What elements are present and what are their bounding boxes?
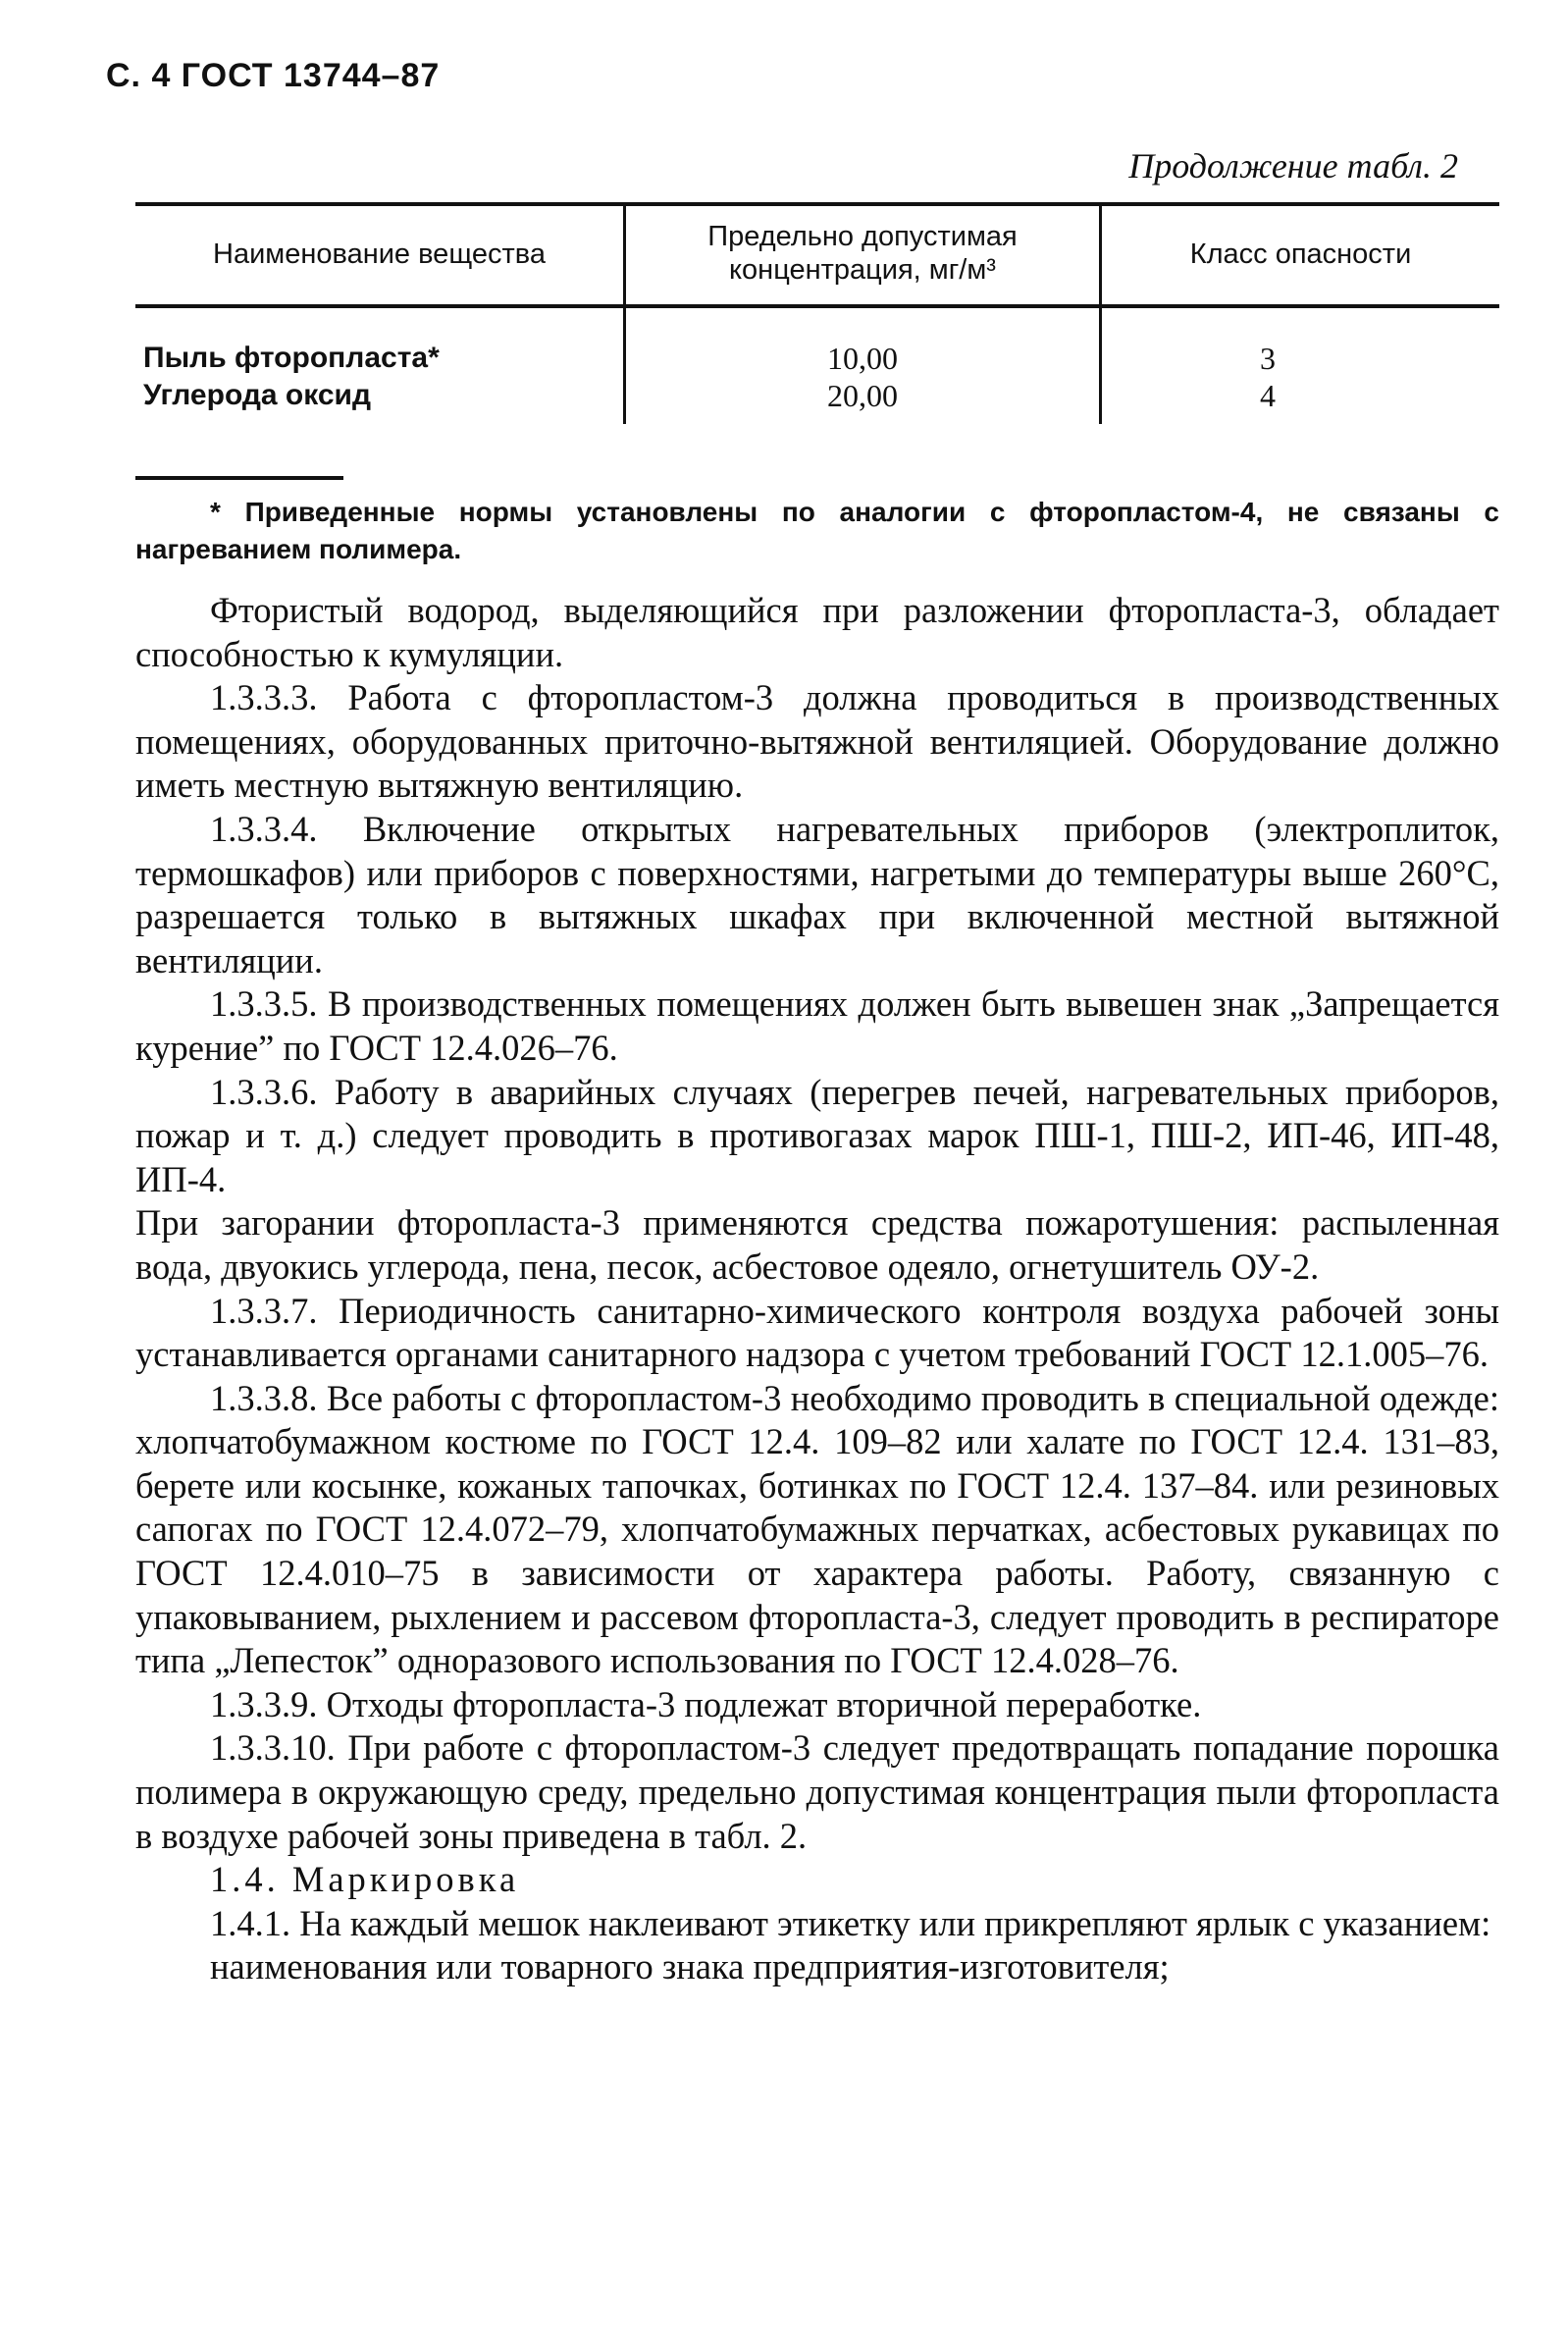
paragraph: 1.3.3.10. При работе с фторопластом-3 следует предотвращать попадание порошка полимера в окружающую среду, предельно допустимая концентрация пыли фторопласта в воздухе рабочей зоны приведена в табл. 2. — [135, 1727, 1499, 1856]
paragraph: 1.3.3.6. Работу в аварийных случаях (перегрев печей, нагревательных приборов, пожар и т. д.) следует проводить в противогазах марок ПШ-1, ПШ-2, ИП-46, ИП-48, ИП-4. — [135, 1071, 1499, 1199]
paragraph: 1.3.3.8. Все работы с фторопластом-3 необходимо проводить в специальной одежде: хлопчатобумажном костюме по ГОСТ 12.4. 109–82 или халате по ГОСТ 12.4. 131–83, берете или косынке, кожаных тапочках, ботинках по ГОСТ 12.4. 137–84. или резиновых сапогах по ГОСТ 12.4.072–79, хлопчатобумажных перчатках, асбестовых рукавицах по ГОСТ 12.4.010–75 в зависимости от характера работы. Работу, связанную с упаковыванием, рыхлением и рассевом фторопласта-3, следует проводить в респираторе типа „Лепесток” одноразового использования по ГОСТ 12.4.028–76. — [135, 1377, 1499, 1681]
page-header: С. 4 ГОСТ 13744–87 — [106, 57, 441, 94]
column-header-substance: Наименование вещества — [213, 238, 546, 270]
paragraph: Фтористый водород, выделяющийся при разложении фторопласта-3, обладает способностью к кумуляции. — [135, 590, 1499, 674]
paragraph: 1.3.3.9. Отходы фторопласта-3 подлежат вторичной переработке. — [210, 1683, 1202, 1724]
column-header-concentration — [626, 220, 1099, 287]
body-text — [135, 589, 1499, 1989]
paragraph: наименования или товарного знака предприятия-изготовителя; — [210, 1946, 1170, 1987]
footnote-rule — [135, 476, 343, 480]
table-cell-concentration: 20,00 — [827, 378, 898, 413]
paragraph: 1.3.3.4. Включение открытых нагревательных приборов (электроплиток, термошкафов) или приборов с поверхностями, нагретыми до температуры выше 260°С, разрешается только в вытяжных шкафах при включенной местной вытяжной вентиляции. — [135, 808, 1499, 980]
paragraph: 1.3.3.3. Работа с фторопластом-3 должна проводиться в производственных помещениях, оборудованных приточно-вытяжной вентиляцией. Оборудование должно иметь местную вытяжную вентиляцию. — [135, 677, 1499, 806]
table-cell-substance: Пыль фторопласта* — [143, 342, 440, 374]
paragraph: 1.4.1. На каждый мешок наклеивают этикетку или прикрепляют ярлык с указанием: — [210, 1902, 1491, 1943]
table-cell-substance: Углерода оксид — [143, 379, 372, 411]
paragraph: При загорании фторопласта-3 применяются средства пожаротушения: распыленная вода, двуокись углерода, пена, песок, асбестовое одеяло, огнетушитель ОУ-2. — [135, 1202, 1499, 1287]
table-continuation-label: Продолжение табл. 2 — [1128, 146, 1458, 185]
table-top-rule — [135, 202, 1499, 206]
column-header-hazard-class: Класс опасности — [1189, 238, 1412, 270]
column-header-concentration-line: концентрация, мг/м³ — [729, 254, 996, 286]
section-heading: 1.4. Маркировка — [210, 1859, 520, 1900]
paragraph: 1.3.3.5. В производственных помещениях должен быть вывешен знак „Запрещается курение” по ГОСТ 12.4.026–76. — [135, 983, 1499, 1068]
table-cell-concentration: 10,00 — [827, 341, 898, 376]
table-header-rule — [135, 304, 1499, 308]
table-footnote: * Приведенные нормы установлены по аналогии с фторопластом-4, не связаны с нагреванием полимера. — [135, 497, 1499, 564]
column-header-concentration-line: Предельно допустимая — [707, 221, 1018, 252]
table-cell-hazard-class: 3 — [1260, 341, 1276, 376]
table-cell-hazard-class: 4 — [1260, 378, 1276, 413]
substance-table — [135, 202, 1499, 430]
paragraph: 1.3.3.7. Периодичность санитарно-химического контроля воздуха рабочей зоны устанавливается органами санитарного надзора с учетом требований ГОСТ 12.1.005–76. — [135, 1290, 1499, 1375]
